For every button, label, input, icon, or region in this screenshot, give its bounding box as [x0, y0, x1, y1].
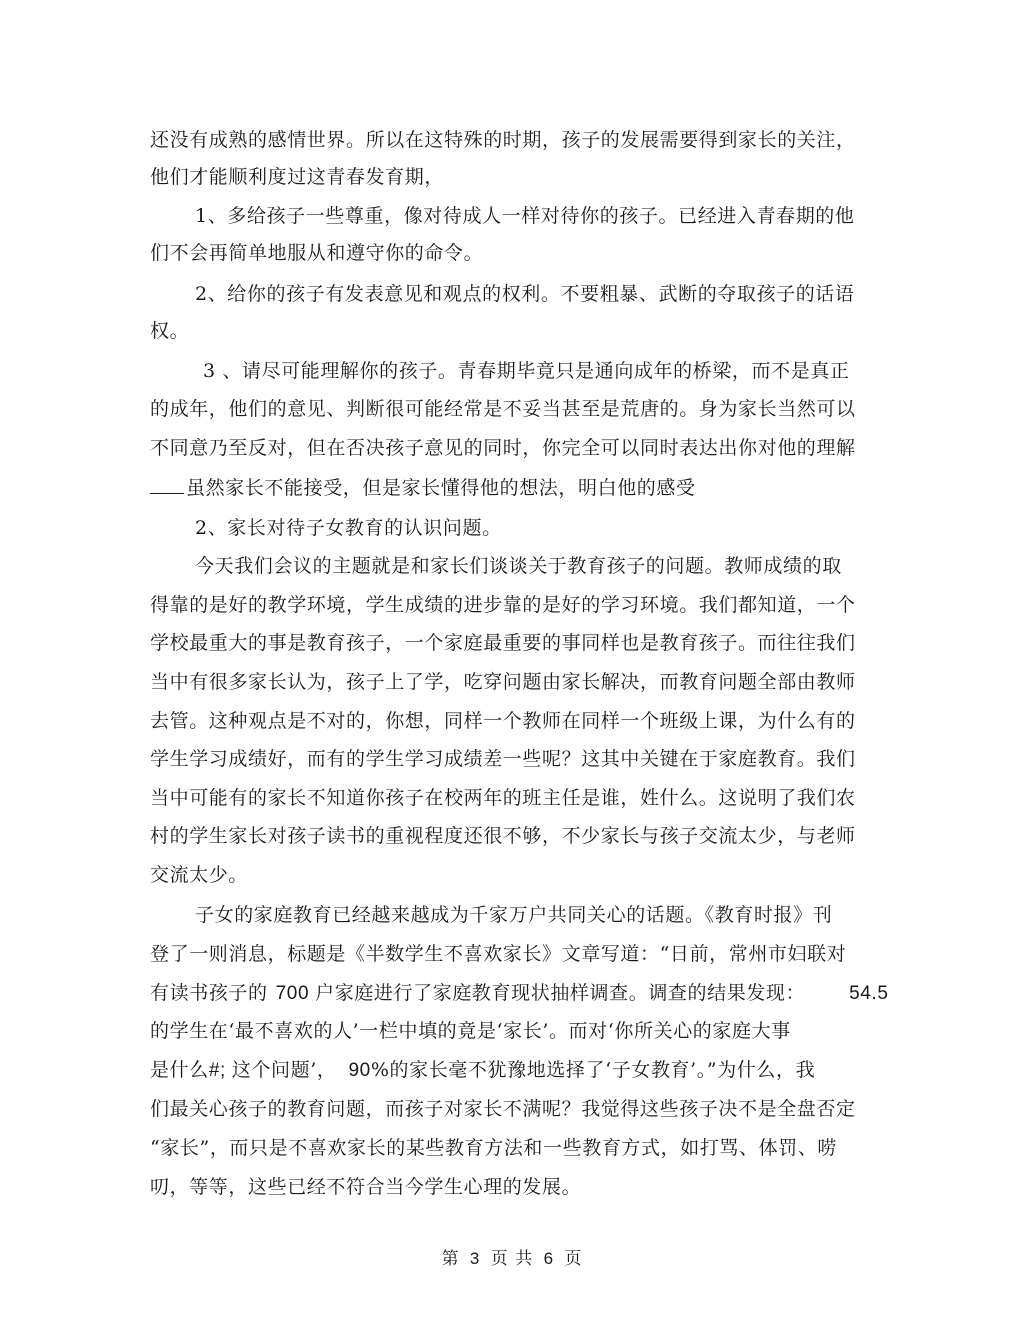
symbol-hash: #; [208, 1060, 226, 1081]
paragraph-line: 3 、请尽可能理解你的孩子。青春期毕竟只是通向成年的桥梁，而不是真正 [203, 360, 850, 382]
paragraph-line: 1、多给孩子一些尊重，像对待成人一样对待你的孩子。已经进入青春期的他 [195, 205, 855, 227]
number-90: 90 [348, 1060, 371, 1081]
paragraph-line: 学生学习成绩好，而有的学生学习成绩差一些呢？这其中关键在于家庭教育。我们 [150, 748, 856, 770]
number-54-5: 54.5 [849, 983, 889, 1004]
paragraph-line: 们不会再简单地服从和遵守你的命令。 [150, 242, 484, 264]
footer-prefix: 第 [441, 1249, 460, 1269]
paragraph-line [150, 1058, 815, 1083]
section-heading: 2、家长对待子女教育的认识问题。 [195, 517, 502, 539]
paragraph-line: “家长”，而只是不喜欢家长的某些教育方法和一些教育方式，如打骂、体罚、唠 [150, 1137, 838, 1159]
page-footer [0, 1248, 1024, 1270]
paragraph-line: 学校最重大的事是教育孩子，一个家庭最重要的事同样也是教育孩子。而往往我们 [150, 632, 856, 654]
paragraph-line: 2、给你的孩子有发表意见和观点的权利。不要粗暴、武断的夺取孩子的话语 [195, 283, 855, 305]
footer-suffix: 页 [564, 1249, 583, 1269]
paragraph-line: 登了一则消息，标题是《半数学生不喜欢家长》文章写道：“日前，常州市妇联对 [150, 943, 847, 965]
line-segment: %的家长毫不犹豫地选择了‘子女教育’。”为什么，我 [370, 1059, 816, 1081]
paragraph-line [150, 981, 889, 1006]
paragraph-line: 当中可能有的家长不知道你孩子在校两年的班主任是谁，姓什么。这说明了我们农 [150, 787, 856, 809]
line-segment: 这个问题’， [231, 1059, 337, 1081]
paragraph-line: 叨，等等，这些已经不符合当今学生心理的发展。 [150, 1176, 582, 1198]
paragraph-line: 他们才能顺利度过这青春发育期， [150, 166, 445, 188]
paragraph-line: 交流太少。 [150, 864, 249, 886]
paragraph-line: 还没有成熟的感情世界。所以在这特殊的时期，孩子的发展需要得到家长的关注， [150, 129, 856, 151]
paragraph-line: 村的学生家长对孩子读书的重视程度还很不够，不少家长与孩子交流太少，与老师 [150, 825, 856, 847]
paragraph-line: 子女的家庭教育已经越来越成为千家万户共同关心的话题。《教育时报》刊 [195, 904, 833, 926]
number-700: 700 [275, 983, 310, 1004]
paragraph-line: 当中有很多家长认为，孩子上了学，吃穿问题由家长解决，而教育问题全部由教师 [150, 671, 856, 693]
current-page-number: 3 [469, 1249, 481, 1268]
line-segment: 户家庭进行了家庭教育现状抽样调查。调查的结果发现： [315, 982, 806, 1004]
line-segment: 有读书孩子的 [150, 982, 268, 1004]
paragraph-line: 的学生在‘最不喜欢的人’一栏中填的竟是‘家长’。而对‘你所关心的家庭大事 [150, 1020, 791, 1042]
paragraph-line: 去管。这种观点是不对的，你想，同样一个教师在同样一个班级上课，为什么有的 [150, 710, 856, 732]
paragraph-line: 权。 [150, 320, 190, 342]
paragraph-line: 的成年，他们的意见、判断很可能经常是不妥当甚至是荒唐的。身为家长当然可以 [150, 398, 856, 420]
fill-in-blank [150, 475, 184, 494]
footer-mid: 页 共 [490, 1249, 534, 1269]
paragraph-line: 得靠的是好的教学环境，学生成绩的进步靠的是好的学习环境。我们都知道，一个 [150, 594, 856, 616]
paragraph-line: 们最关心孩子的教育问题，而孩子对家长不满呢？我觉得这些孩子决不是全盘否定 [150, 1098, 856, 1120]
line-segment: 是什么 [150, 1059, 209, 1081]
paragraph-line [150, 475, 696, 500]
paragraph-line-text: 虽然家长不能接受，但是家长懂得他的想法，明白他的感受 [186, 477, 696, 499]
paragraph-line: 今天我们会议的主题就是和家长们谈谈关于教育孩子的问题。教师成绩的取 [195, 555, 842, 577]
paragraph-line: 不同意乃至反对，但在否决孩子意见的同时，你完全可以同时表达出你对他的理解 [150, 437, 856, 459]
total-page-number: 6 [543, 1249, 555, 1268]
